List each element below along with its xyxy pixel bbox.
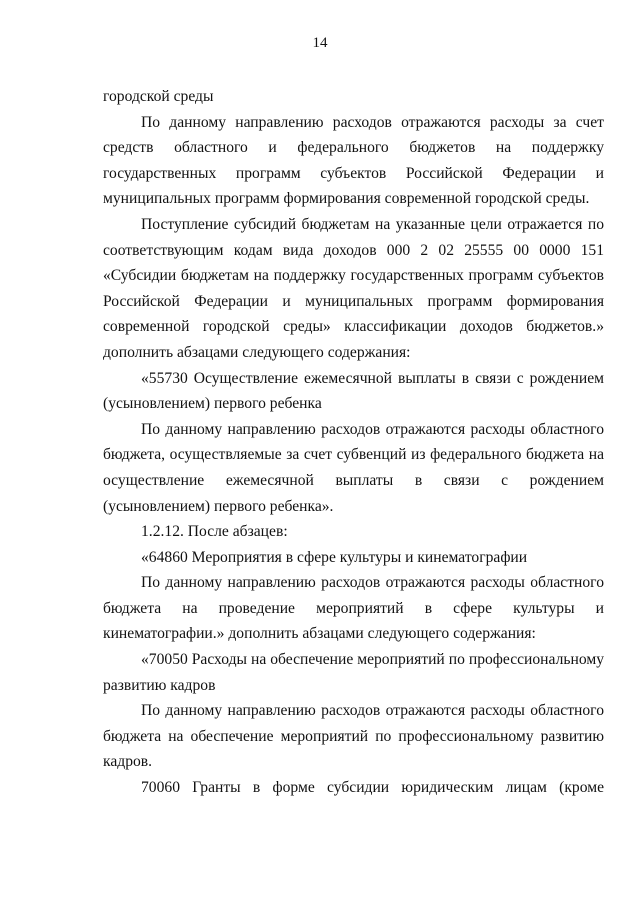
paragraph-4: «55730 Осуществление ежемесячной выплаты в связи с рождением (усыновлением) первого ребенка <box>103 369 604 413</box>
paragraph-11: 70060 Гранты в форме субсидии юридическим лицам (кроме <box>141 779 604 797</box>
paragraph-1: городской среды <box>103 88 214 105</box>
paragraph-9: «70050 Расходы на обеспечение мероприятий по профессиональному развитию кадров <box>103 651 604 694</box>
paragraph-6: 1.2.12. После абзацев: <box>141 523 288 541</box>
paragraph-5: По данному направлению расходов отражаются расходы областного бюджета, осуществляемые за счет субвенций из федерального бюджета на осуществление ежемесячной выплаты в связи с рождением (усыновлением) первого ребенка». <box>103 420 604 515</box>
paragraph-2: По данному направлению расходов отражаются расходы за счет средств областного и федерального бюджетов на поддержку государственных программ субъектов Российской Федерации и муниципальных программ формирования современной городской среды. <box>103 113 604 208</box>
paragraph-10: По данному направлению расходов отражаются расходы областного бюджета на обеспечение мероприятий по профессиональному развитию кадров. <box>103 702 604 771</box>
paragraph-3: Поступление субсидий бюджетам на указанные цели отражается по соответствующим кодам вида доходов 000 2 02 25555 00 0000 151 «Субсидии бюджетам на поддержку государственных программ субъектов Российской Федерации и муниципальных программ формирования современной городской среды» классификации доходов бюджетов.» дополнить абзацами следующего содержания: <box>103 215 604 361</box>
page-number: 14 <box>312 35 328 51</box>
paragraph-8: По данному направлению расходов отражаются расходы областного бюджета на проведение мероприятий в сфере культуры и кинематографии.» дополнить абзацами следующего содержания: <box>103 574 604 643</box>
paragraph-7: «64860 Мероприятия в сфере культуры и кинематографии <box>141 548 528 566</box>
document-body <box>103 84 604 801</box>
